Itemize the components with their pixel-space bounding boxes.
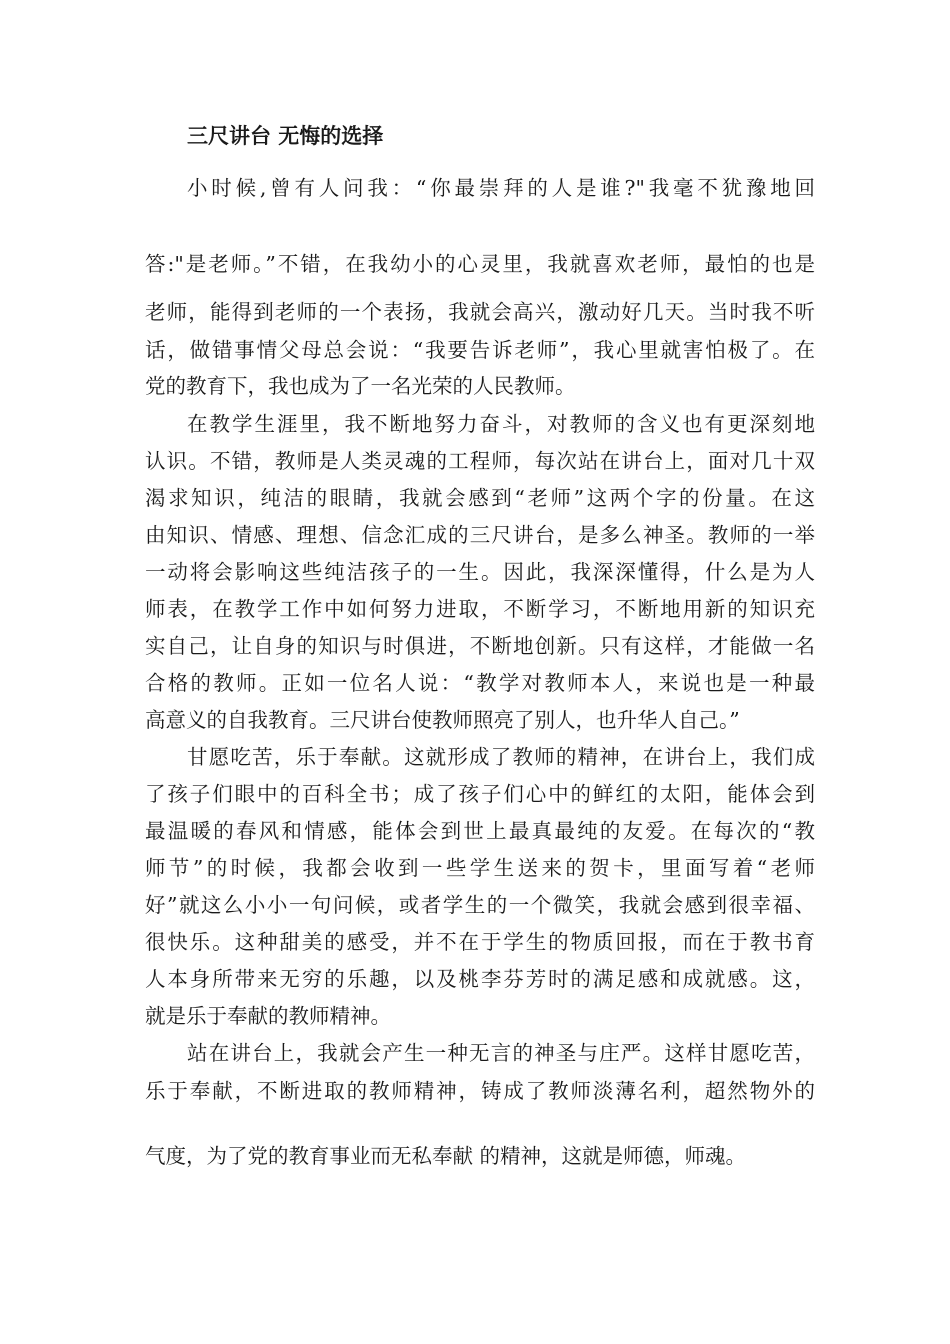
text-line: 由知识、情感、理想、信念汇成的三尺讲台，是多么神圣。教师的一举 xyxy=(145,523,815,547)
text-line: 就是乐于奉献的教师精神。 xyxy=(145,1004,391,1028)
text-line: 在教学生涯里，我不断地努力奋斗，对教师的含义也有更深刻地 xyxy=(187,412,815,436)
text-line: 一动将会影响这些纯洁孩子的一生。因此，我深深懂得，什么是为人 xyxy=(145,560,815,584)
text-line: 认识。不错，教师是人类灵魂的工程师，每次站在讲台上，面对几十双 xyxy=(145,449,815,473)
text-line: 实自己，让自身的知识与时俱进，不断地创新。只有这样，才能做一名 xyxy=(145,634,815,658)
text-line: 甘愿吃苦，乐于奉献。这就形成了教师的精神，在讲台上，我们成 xyxy=(187,745,815,769)
text-line: 站在讲台上，我就会产生一种无言的神圣与庄严。这样甘愿吃苦， xyxy=(187,1041,815,1065)
text-line: 党的教育下，我也成为了一名光荣的人民教师。 xyxy=(145,374,576,398)
text-line: 师节”的时候，我都会收到一些学生送来的贺卡，里面写着“老师 xyxy=(145,856,815,880)
text-line: 渴求知识，纯洁的眼睛，我就会感到“老师”这两个字的份量。在这 xyxy=(145,486,815,510)
text-line: 气度，为了党的教育事业而无私奉献 的精神，这就是师德，师魂。 xyxy=(145,1144,747,1168)
text-line: 师表，在教学工作中如何努力进取，不断学习，不断地用新的知识充 xyxy=(145,597,815,621)
text-line: 答:"是老师。”不错，在我幼小的心灵里，我就喜欢老师，最怕的也是 xyxy=(145,252,815,276)
text-line: 乐于奉献，不断进取的教师精神，铸成了教师淡薄名利，超然物外的 xyxy=(145,1079,815,1103)
text-line: 小时候,曾有人问我：“你最崇拜的人是谁?"我毫不犹豫地回 xyxy=(187,176,815,200)
text-line: 最温暖的春风和情感，能体会到世上最真最纯的友爱。在每次的“教 xyxy=(145,819,815,843)
text-line: 高意义的自我教育。三尺讲台使教师照亮了别人，也升华人自己。” xyxy=(145,708,740,732)
text-line: 人本身所带来无穷的乐趣，以及桃李芬芳时的满足感和成就感。这， xyxy=(145,967,815,991)
text-line: 话，做错事情父母总会说：“我要告诉老师”，我心里就害怕极了。在 xyxy=(145,338,815,362)
text-line: 很快乐。这种甜美的感受，并不在于学生的物质回报，而在于教书育 xyxy=(145,930,815,954)
text-line: 了孩子们眼中的百科全书；成了孩子们心中的鲜红的太阳，能体会到 xyxy=(145,782,815,806)
text-line: 合格的教师。正如一位名人说：“教学对教师本人，来说也是一种最 xyxy=(145,671,815,695)
text-line: 好”就这么小小一句问候，或者学生的一个微笑，我就会感到很幸福、 xyxy=(145,893,815,917)
text-line: 老师，能得到老师的一个表扬，我就会高兴，激动好几天。当时我不听 xyxy=(145,300,815,324)
page-title: 三尺讲台 无悔的选择 xyxy=(187,124,384,148)
